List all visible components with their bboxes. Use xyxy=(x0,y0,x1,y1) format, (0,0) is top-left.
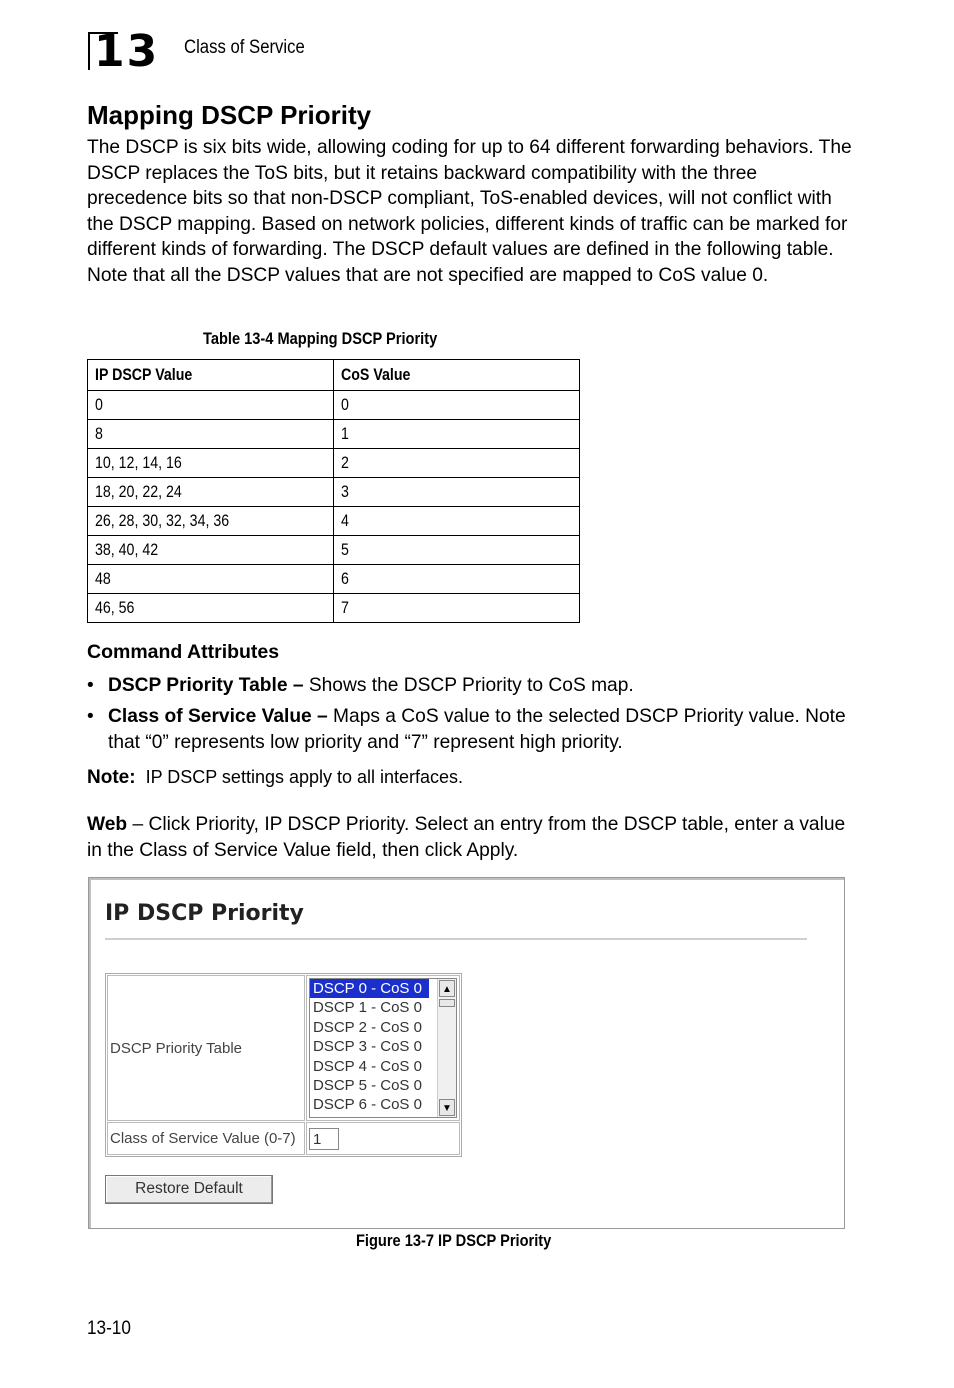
listbox-option[interactable]: DSCP 3 - CoS 0 xyxy=(313,1038,422,1056)
cos-value-label: Class of Service Value (0-7) xyxy=(107,1122,305,1155)
table-cell: 8 xyxy=(88,420,334,449)
dscp-table-cell xyxy=(306,975,460,1121)
table-cell: 5 xyxy=(334,536,580,565)
table-cell: 2 xyxy=(334,449,580,478)
table-cell: 38, 40, 42 xyxy=(88,536,334,565)
web-instructions xyxy=(87,812,857,864)
listbox-option[interactable]: DSCP 2 - CoS 0 xyxy=(313,1018,422,1036)
table-cell: 10, 12, 14, 16 xyxy=(88,449,334,478)
scroll-up-icon[interactable]: ▲ xyxy=(439,980,455,997)
running-title: Class of Service xyxy=(184,37,305,58)
note-label: Note: xyxy=(87,767,136,788)
bullet-glyph: • xyxy=(87,706,94,727)
dscp-priority-listbox[interactable] xyxy=(309,978,457,1118)
cos-value-cell xyxy=(306,1122,460,1155)
cos-value-input[interactable]: 1 xyxy=(309,1128,339,1150)
table-caption: Table 13-4 Mapping DSCP Priority xyxy=(203,329,438,348)
table-cell: 48 xyxy=(88,565,334,594)
table-header-row xyxy=(88,360,580,391)
dscp-table-row xyxy=(107,975,460,1121)
table-cell: 46, 56 xyxy=(88,594,334,623)
table-row xyxy=(88,449,580,478)
table-cell: 6 xyxy=(334,565,580,594)
table-cell: 7 xyxy=(334,594,580,623)
figure-caption: Figure 13-7 IP DSCP Priority xyxy=(356,1231,552,1250)
attribute-desc: Maps a CoS value to the selected DSCP Priority value. Note that “0” represents low priority and “7” represent high priority. xyxy=(108,706,846,753)
ip-dscp-priority-screenshot xyxy=(88,877,845,1229)
settings-form xyxy=(105,973,462,1157)
listbox-option[interactable]: DSCP 6 - CoS 0 xyxy=(313,1096,422,1114)
table-row xyxy=(88,536,580,565)
chapter-number: 13 xyxy=(94,26,160,77)
listbox-option[interactable]: DSCP 1 - CoS 0 xyxy=(313,999,422,1017)
restore-default-button[interactable]: Restore Default xyxy=(105,1175,273,1204)
cos-value-row xyxy=(107,1122,460,1155)
scroll-down-icon[interactable]: ▼ xyxy=(439,1099,455,1116)
table-row xyxy=(88,420,580,449)
table-row xyxy=(88,507,580,536)
dscp-mapping-table xyxy=(87,359,580,623)
table-cell: 0 xyxy=(88,391,334,420)
table-cell: 4 xyxy=(334,507,580,536)
table-row xyxy=(88,391,580,420)
table-row xyxy=(88,478,580,507)
table-row xyxy=(88,565,580,594)
section-heading: Mapping DSCP Priority xyxy=(87,100,372,130)
screenshot-title: IP DSCP Priority xyxy=(105,901,304,926)
bullet-glyph: • xyxy=(87,675,94,696)
attribute-desc: Shows the DSCP Priority to CoS map. xyxy=(303,675,634,696)
table-cell: 1 xyxy=(334,420,580,449)
note xyxy=(87,767,463,789)
title-divider xyxy=(105,938,807,940)
listbox-option-selected[interactable]: DSCP 0 - CoS 0 xyxy=(310,979,429,998)
table-cell: 0 xyxy=(334,391,580,420)
attribute-term: Class of Service Value – xyxy=(108,706,328,727)
dscp-table-label: DSCP Priority Table xyxy=(107,975,305,1121)
note-text: IP DSCP settings apply to all interfaces. xyxy=(145,767,464,787)
table-cell: 18, 20, 22, 24 xyxy=(88,478,334,507)
listbox-option[interactable]: DSCP 5 - CoS 0 xyxy=(313,1076,422,1094)
listbox-option[interactable]: DSCP 4 - CoS 0 xyxy=(313,1057,422,1075)
table-row xyxy=(88,594,580,623)
scrollbar-thumb[interactable] xyxy=(439,999,455,1007)
page-number: 13-10 xyxy=(87,1317,131,1339)
column-header: CoS Value xyxy=(334,360,580,391)
table-cell: 3 xyxy=(334,478,580,507)
table-cell: 26, 28, 30, 32, 34, 36 xyxy=(88,507,334,536)
intro-paragraph: The DSCP is six bits wide, allowing coding for up to 64 different forwarding behaviors. The DSCP replaces the ToS bits, but it retains backward compatibility with the three precedence bits so that non-DSCP compliant, ToS-enabled devices, will not conflict with the DSCP mapping. Based on network policies, different kinds of traffic can be marked for different kinds of forwarding. The DSCP default values are defined in the following table. Note that all the DSCP values that are not specified are mapped to CoS value 0. xyxy=(87,137,852,286)
web-text: – Click Priority, IP DSCP Priority. Select an entry from the DSCP table, enter a value in the Class of Service Value field, then click Apply. xyxy=(87,814,846,861)
command-attributes-heading: Command Attributes xyxy=(87,641,280,663)
listbox-scrollbar[interactable] xyxy=(437,979,456,1117)
attribute-term: DSCP Priority Table – xyxy=(108,675,304,696)
column-header: IP DSCP Value xyxy=(88,360,334,391)
web-label: Web xyxy=(87,814,128,835)
